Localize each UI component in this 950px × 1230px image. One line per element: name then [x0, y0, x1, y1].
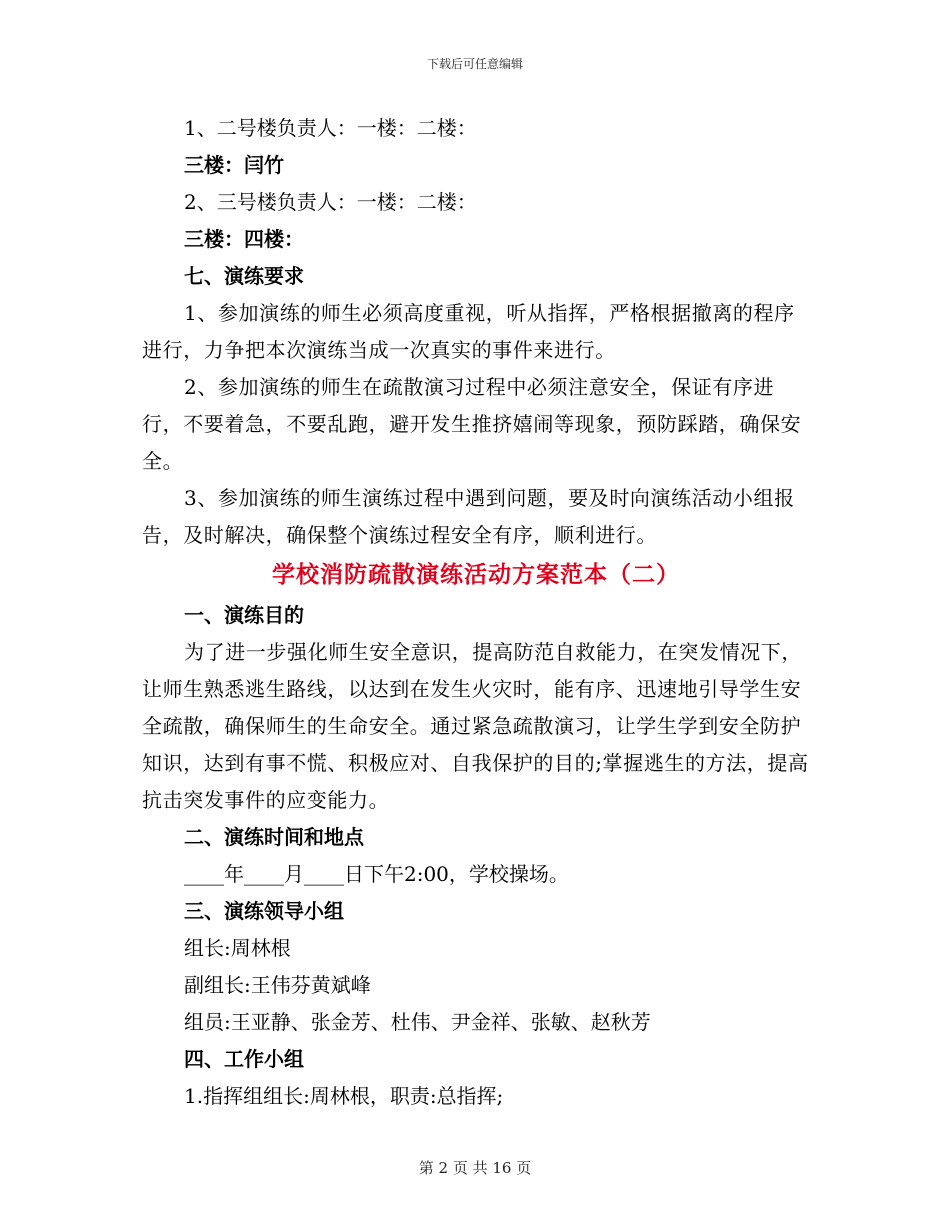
document-title: 学校消防疏散演练活动方案范本（二） [272, 561, 680, 588]
section-heading-purpose: 一、演练目的 [184, 603, 304, 627]
building3-line: 2、三号楼负责人：一楼：二楼： [184, 190, 477, 214]
members-line: 组员:王亚静、张金芳、杜伟、尹金祥、张敏、赵秋芳 [184, 1010, 651, 1034]
document-body [142, 110, 810, 1115]
floor3-line: 三楼：闫竹 [184, 153, 284, 177]
floor34-line: 三楼：四楼： [184, 227, 304, 251]
command-group-line: 1.指挥组组长:周林根，职责:总指挥; [184, 1084, 504, 1108]
building2-line: 1、二号楼负责人：一楼：二楼： [184, 116, 477, 140]
purpose-paragraph: 为了进一步强化师生安全意识，提高防范自救能力，在突发情况下，让师生熟悉逃生路线，以达到在发生火灾时，能有序、迅速地引导学生安全疏散，确保师生的生命安全。通过紧急疏散演习，让学生学到安全防护知识，达到有事不慌、积极应对、自我保护的目的;掌握逃生的方法，提高抗击突发事件的应变能力。 [142, 640, 809, 812]
section-heading-time-place: 二、演练时间和地点 [184, 825, 364, 849]
section-heading-work-groups: 四、工作小组 [184, 1047, 304, 1071]
leader-line: 组长:周林根 [184, 936, 291, 960]
page-header: 下载后可任意编辑 [426, 57, 523, 71]
requirement-1: 1、参加演练的师生必须高度重视，听从指挥，严格根据撤离的程序进行，力争把本次演练当成一次真实的事件来进行。 [142, 301, 795, 362]
vice-leader-line: 副组长:王伟芬黄斌峰 [184, 973, 371, 997]
time-place-line: ____年____月____日下午2:00，学校操场。 [184, 862, 569, 886]
page-footer: 第 2 页 共 16 页 [418, 1159, 532, 1177]
requirement-2: 2、参加演练的师生在疏散演习过程中必须注意安全，保证有序进行，不要着急，不要乱跑，避开发生推挤嬉闹等现象，预防踩踏，确保安全。 [142, 375, 802, 473]
requirement-3: 3、参加演练的师生演练过程中遇到问题，要及时向演练活动小组报告，及时解决，确保整个演练过程安全有序，顺利进行。 [142, 486, 795, 547]
section-heading-requirements: 七、演练要求 [184, 264, 304, 288]
section-heading-leadership: 三、演练领导小组 [184, 899, 344, 923]
